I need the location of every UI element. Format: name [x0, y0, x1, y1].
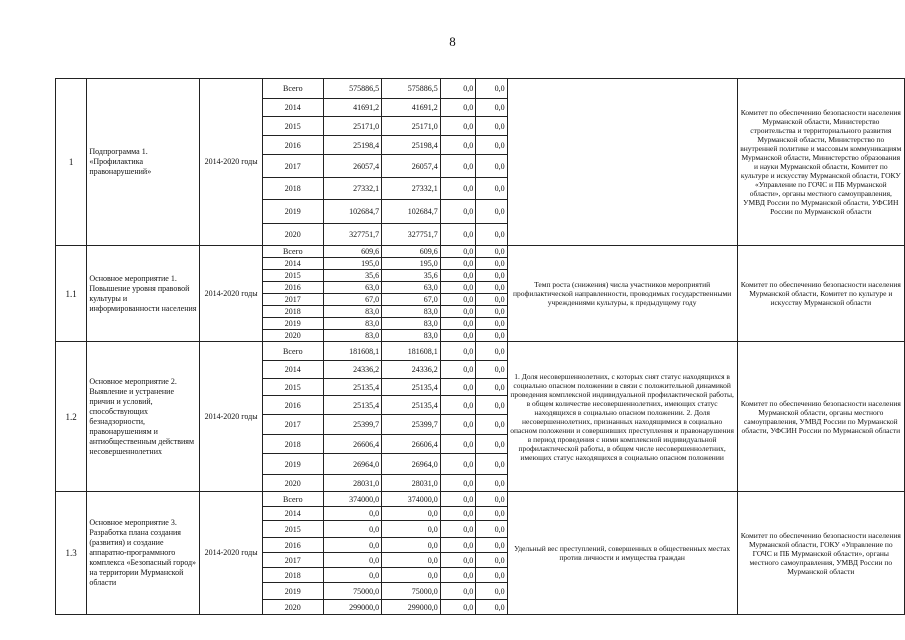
indicator-cell: [507, 246, 737, 342]
table-row: [56, 79, 905, 99]
total-cell: 75000,0: [323, 583, 382, 600]
regional-budget-cell: 83,0: [382, 318, 441, 330]
federal-budget-cell: 0,0: [440, 415, 476, 435]
indicator-cell: [507, 342, 737, 492]
total-cell: 0,0: [323, 568, 382, 583]
total-cell: 25135,4: [323, 396, 382, 415]
total-cell: 195,0: [323, 258, 382, 270]
year-cell: Всего: [262, 79, 323, 99]
total-cell: 67,0: [323, 294, 382, 306]
regional-budget-cell: 0,0: [382, 568, 441, 583]
year-cell: 2014: [262, 361, 323, 379]
other-sources-cell: 0,0: [476, 258, 507, 270]
executors-cell: [737, 246, 904, 342]
regional-budget-cell: 0,0: [382, 521, 441, 538]
regional-budget-cell: 25135,4: [382, 379, 441, 396]
regional-budget-cell: 83,0: [382, 330, 441, 342]
federal-budget-cell: 0,0: [440, 79, 476, 99]
other-sources-cell: 0,0: [476, 224, 507, 246]
federal-budget-cell: 0,0: [440, 521, 476, 538]
federal-budget-cell: 0,0: [440, 224, 476, 246]
year-cell: Всего: [262, 246, 323, 258]
other-sources-cell: 0,0: [476, 155, 507, 178]
year-cell: 2014: [262, 507, 323, 521]
indicator-text: 1. Доля несовершеннолетних, с которых снят статус находящихся в социально опасном положении в связи с положительной динамикой проведения комплексной индивидуальной профилактической работы, в общем количестве несовершеннолетних, имеющих статус находящихся в социально опасном положении. 2. Доля несовершеннолетних, признанных находящимися в социально опасном положении и совершивших преступления и правонарушения в период проведения с ними комплексной индивидуальной профилактической работы, в общем числе несовершеннолетних, имеющих статус находящихся в социально опасном положении: [510, 371, 735, 462]
total-cell: 327751,7: [323, 224, 382, 246]
regional-budget-cell: 25399,7: [382, 415, 441, 435]
federal-budget-cell: 0,0: [440, 379, 476, 396]
other-sources-cell: 0,0: [476, 538, 507, 553]
year-cell: 2020: [262, 330, 323, 342]
regional-budget-cell: 26964,0: [382, 454, 441, 475]
federal-budget-cell: 0,0: [440, 178, 476, 200]
total-cell: 0,0: [323, 553, 382, 568]
total-cell: 25135,4: [323, 379, 382, 396]
federal-budget-cell: 0,0: [440, 294, 476, 306]
regional-budget-cell: 181608,1: [382, 342, 441, 361]
total-cell: 83,0: [323, 318, 382, 330]
federal-budget-cell: 0,0: [440, 306, 476, 318]
other-sources-cell: 0,0: [476, 600, 507, 615]
other-sources-cell: 0,0: [476, 568, 507, 583]
other-sources-cell: 0,0: [476, 475, 507, 492]
section-number: 1.1: [56, 246, 87, 342]
federal-budget-cell: 0,0: [440, 435, 476, 454]
total-cell: 28031,0: [323, 475, 382, 492]
federal-budget-cell: 0,0: [440, 475, 476, 492]
other-sources-cell: 0,0: [476, 435, 507, 454]
federal-budget-cell: 0,0: [440, 246, 476, 258]
year-cell: 2015: [262, 270, 323, 282]
federal-budget-cell: 0,0: [440, 553, 476, 568]
year-cell: 2016: [262, 538, 323, 553]
year-cell: 2020: [262, 600, 323, 615]
regional-budget-cell: 609,6: [382, 246, 441, 258]
year-cell: 2020: [262, 224, 323, 246]
federal-budget-cell: 0,0: [440, 318, 476, 330]
federal-budget-cell: 0,0: [440, 342, 476, 361]
total-cell: 575886,5: [323, 79, 382, 99]
other-sources-cell: 0,0: [476, 342, 507, 361]
regional-budget-cell: 28031,0: [382, 475, 441, 492]
section-name: Подпрограмма 1. «Профилактика правонарушений»: [87, 79, 200, 246]
federal-budget-cell: 0,0: [440, 600, 476, 615]
section-number: 1.2: [56, 342, 87, 492]
other-sources-cell: 0,0: [476, 79, 507, 99]
total-cell: 181608,1: [323, 342, 382, 361]
section-name: Основное мероприятие 2. Выявление и устранение причин и условий, способствующих безнадзорности, правонарушениям и антиобщественным действиям несовершеннолетних: [87, 342, 200, 492]
federal-budget-cell: 0,0: [440, 136, 476, 155]
other-sources-cell: 0,0: [476, 330, 507, 342]
federal-budget-cell: 0,0: [440, 361, 476, 379]
regional-budget-cell: 35,6: [382, 270, 441, 282]
federal-budget-cell: 0,0: [440, 282, 476, 294]
federal-budget-cell: 0,0: [440, 538, 476, 553]
regional-budget-cell: 41691,2: [382, 99, 441, 117]
year-cell: Всего: [262, 492, 323, 507]
year-cell: 2020: [262, 475, 323, 492]
year-cell: Всего: [262, 342, 323, 361]
regional-budget-cell: 102684,7: [382, 200, 441, 224]
total-cell: 24336,2: [323, 361, 382, 379]
total-cell: 0,0: [323, 538, 382, 553]
executors-cell: [737, 79, 904, 246]
total-cell: 41691,2: [323, 99, 382, 117]
regional-budget-cell: 67,0: [382, 294, 441, 306]
federal-budget-cell: 0,0: [440, 396, 476, 415]
year-cell: 2015: [262, 379, 323, 396]
executors-text: Комитет по обеспечению безопасности населения Мурманской области, органы местного самоуправления, УМВД России по Мурманской области, УФСИН России по Мурманской области: [740, 398, 901, 435]
other-sources-cell: 0,0: [476, 454, 507, 475]
year-cell: 2019: [262, 318, 323, 330]
total-cell: 299000,0: [323, 600, 382, 615]
total-cell: 63,0: [323, 282, 382, 294]
federal-budget-cell: 0,0: [440, 583, 476, 600]
federal-budget-cell: 0,0: [440, 270, 476, 282]
federal-budget-cell: 0,0: [440, 454, 476, 475]
other-sources-cell: 0,0: [476, 178, 507, 200]
year-cell: 2018: [262, 435, 323, 454]
total-cell: 26964,0: [323, 454, 382, 475]
federal-budget-cell: 0,0: [440, 258, 476, 270]
total-cell: 83,0: [323, 330, 382, 342]
total-cell: 25399,7: [323, 415, 382, 435]
regional-budget-cell: 26057,4: [382, 155, 441, 178]
executors-cell: [737, 342, 904, 492]
total-cell: 0,0: [323, 521, 382, 538]
regional-budget-cell: 0,0: [382, 538, 441, 553]
other-sources-cell: 0,0: [476, 99, 507, 117]
total-cell: 102684,7: [323, 200, 382, 224]
total-cell: 609,6: [323, 246, 382, 258]
table-row: [56, 342, 905, 361]
year-cell: 2016: [262, 136, 323, 155]
other-sources-cell: 0,0: [476, 270, 507, 282]
table-row: [56, 492, 905, 507]
regional-budget-cell: 0,0: [382, 507, 441, 521]
other-sources-cell: 0,0: [476, 396, 507, 415]
executors-text: Комитет по обеспечению безопасности населения Мурманской области, Комитет по культуре и искусству Мурманской области: [740, 280, 901, 307]
other-sources-cell: 0,0: [476, 415, 507, 435]
federal-budget-cell: 0,0: [440, 568, 476, 583]
other-sources-cell: 0,0: [476, 318, 507, 330]
regional-budget-cell: 75000,0: [382, 583, 441, 600]
regional-budget-cell: 575886,5: [382, 79, 441, 99]
other-sources-cell: 0,0: [476, 136, 507, 155]
total-cell: 25198,4: [323, 136, 382, 155]
year-cell: 2018: [262, 178, 323, 200]
year-cell: 2019: [262, 583, 323, 600]
other-sources-cell: 0,0: [476, 294, 507, 306]
regional-budget-cell: 25135,4: [382, 396, 441, 415]
other-sources-cell: 0,0: [476, 521, 507, 538]
year-cell: 2015: [262, 117, 323, 136]
year-cell: 2018: [262, 306, 323, 318]
year-cell: 2017: [262, 155, 323, 178]
year-cell: 2016: [262, 396, 323, 415]
other-sources-cell: 0,0: [476, 306, 507, 318]
other-sources-cell: 0,0: [476, 492, 507, 507]
other-sources-cell: 0,0: [476, 246, 507, 258]
regional-budget-cell: 25198,4: [382, 136, 441, 155]
year-cell: 2017: [262, 294, 323, 306]
year-cell: 2019: [262, 454, 323, 475]
indicator-cell: [507, 492, 737, 615]
total-cell: 25171,0: [323, 117, 382, 136]
table-row: [56, 246, 905, 258]
regional-budget-cell: 63,0: [382, 282, 441, 294]
year-cell: 2018: [262, 568, 323, 583]
executors-text: Комитет по обеспечению безопасности населения Мурманской области, Министерство строительства и территориального развития Мурманской области, Министерство по внутренней политике и массовым коммуникациям Мурманской области, Министерство образования и науки Мурманской области, Комитет по культуре и искусству Мурманской области, ГОКУ «Управление по ГОЧС и ПБ Мурманской области», органы местного самоуправления, УМВД России по Мурманской области, УФСИН России по Мурманской области: [740, 108, 902, 216]
section-name: Основное мероприятие 1. Повышение уровня правовой культуры и информированности населения: [87, 246, 200, 342]
section-period: 2014-2020 годы: [200, 492, 263, 615]
section-number: 1.3: [56, 492, 87, 615]
regional-budget-cell: 83,0: [382, 306, 441, 318]
federal-budget-cell: 0,0: [440, 117, 476, 136]
total-cell: 0,0: [323, 507, 382, 521]
regional-budget-cell: 24336,2: [382, 361, 441, 379]
other-sources-cell: 0,0: [476, 379, 507, 396]
regional-budget-cell: 27332,1: [382, 178, 441, 200]
federal-budget-cell: 0,0: [440, 155, 476, 178]
other-sources-cell: 0,0: [476, 507, 507, 521]
year-cell: 2015: [262, 521, 323, 538]
year-cell: 2017: [262, 415, 323, 435]
other-sources-cell: 0,0: [476, 583, 507, 600]
federal-budget-cell: 0,0: [440, 200, 476, 224]
regional-budget-cell: 0,0: [382, 553, 441, 568]
indicator-text: Темп роста (снижения) числа участников мероприятий профилактической направленности, проводимых государственными учреждениями культуры, к предыдущему году: [513, 280, 732, 307]
regional-budget-cell: 299000,0: [382, 600, 441, 615]
regional-budget-cell: 374000,0: [382, 492, 441, 507]
section-number: 1: [56, 79, 87, 246]
section-period: 2014-2020 годы: [200, 246, 263, 342]
section-name: Основное мероприятие 3. Разработка плана создания (развития) и создание аппаратно-программного комплекса «Безопасный город» на территории Мурманской области: [87, 492, 200, 615]
year-cell: 2019: [262, 200, 323, 224]
executors-cell: [737, 492, 904, 615]
section-period: 2014-2020 годы: [200, 79, 263, 246]
year-cell: 2017: [262, 553, 323, 568]
federal-budget-cell: 0,0: [440, 492, 476, 507]
total-cell: 83,0: [323, 306, 382, 318]
regional-budget-cell: 327751,7: [382, 224, 441, 246]
total-cell: 27332,1: [323, 178, 382, 200]
federal-budget-cell: 0,0: [440, 507, 476, 521]
year-cell: 2014: [262, 99, 323, 117]
other-sources-cell: 0,0: [476, 200, 507, 224]
total-cell: 35,6: [323, 270, 382, 282]
total-cell: 374000,0: [323, 492, 382, 507]
other-sources-cell: 0,0: [476, 361, 507, 379]
page-number: 8: [449, 34, 456, 49]
other-sources-cell: 0,0: [476, 117, 507, 136]
section-period: 2014-2020 годы: [200, 342, 263, 492]
year-cell: 2014: [262, 258, 323, 270]
other-sources-cell: 0,0: [476, 282, 507, 294]
executors-text: Комитет по обеспечению безопасности населения Мурманской области, ГОКУ «Управление по ГОЧС и ПБ Мурманской области», органы местного самоуправления, УМВД России по Мурманской области: [740, 530, 901, 576]
indicator-text: Удельный вес преступлений, совершенных в общественных местах против личности и имущества граждан: [514, 544, 731, 562]
regional-budget-cell: 195,0: [382, 258, 441, 270]
total-cell: 26606,4: [323, 435, 382, 454]
federal-budget-cell: 0,0: [440, 330, 476, 342]
program-table: [55, 78, 905, 615]
total-cell: 26057,4: [323, 155, 382, 178]
regional-budget-cell: 26606,4: [382, 435, 441, 454]
regional-budget-cell: 25171,0: [382, 117, 441, 136]
federal-budget-cell: 0,0: [440, 99, 476, 117]
other-sources-cell: 0,0: [476, 553, 507, 568]
indicator-cell: [507, 79, 737, 246]
year-cell: 2016: [262, 282, 323, 294]
